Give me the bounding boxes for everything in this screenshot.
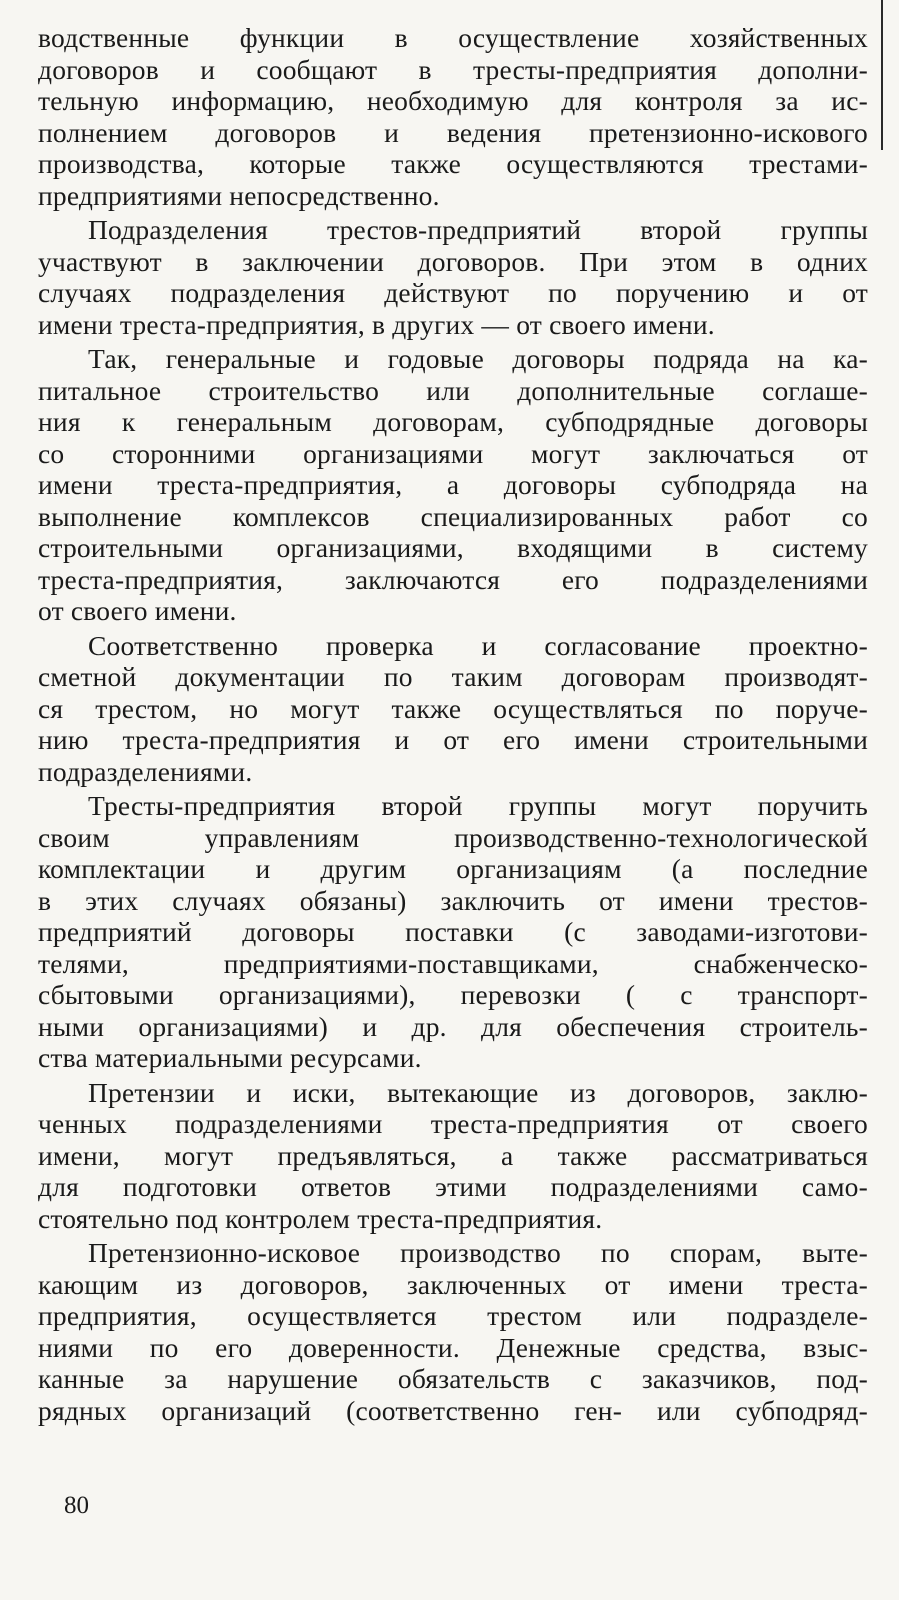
text-line: рядных организаций (соответственно ген- или субподряд- xyxy=(38,1394,868,1426)
text-line: Тресты-предприятия второй группы могут поручить xyxy=(88,790,868,821)
text-line: ными организациями) и др. для обеспечения строитель- xyxy=(38,1010,868,1042)
paragraph-2 xyxy=(38,214,868,340)
text-line: телями, предприятиями-поставщиками, снабженческо- xyxy=(38,947,868,979)
text-line: строительными организациями, входящими в систему xyxy=(38,532,868,563)
text-line: предприятия, осуществляется трестом или подразделе- xyxy=(38,1300,868,1331)
text-line: ченных подразделениями треста-предприятия от своего xyxy=(38,1108,868,1139)
text-line: ниями по его доверенности. Денежные средства, взыс- xyxy=(38,1331,868,1363)
text-line: кающим из договоров, заключенных от имени треста- xyxy=(38,1268,868,1300)
text-line: Претензионно-исковое производство по спорам, выте- xyxy=(88,1237,868,1268)
paragraph-3 xyxy=(38,343,868,627)
text-line: сметной документации по таким договорам производят- xyxy=(38,661,868,692)
text-line: сбытовыми организациями), перевозки ( с транспорт- xyxy=(38,979,868,1010)
paragraph-6 xyxy=(38,1077,868,1235)
text-line: нию треста-предприятия и от его имени строительными xyxy=(38,724,868,755)
text-line: предприятиями непосредственно. xyxy=(38,179,440,211)
text-line: ния к генеральным договорам, субподрядные договоры xyxy=(38,406,868,437)
text-line: Подразделения трестов-предприятий второй группы xyxy=(88,214,868,245)
text-line: выполнение комплексов специализированных работ со xyxy=(38,500,868,532)
paragraph-7 xyxy=(38,1237,868,1426)
text-line: случаях подразделения действуют по поручению и от xyxy=(38,277,868,308)
text-line: комплектации и другим организациям (а последние xyxy=(38,853,868,884)
page-edge-line xyxy=(881,0,883,150)
text-line: ся трестом, но могут также осуществляться по поруче- xyxy=(38,692,868,724)
text-line: водственные функции в осуществление хозяйственных xyxy=(38,22,868,53)
text-line: для подготовки ответов этими подразделениями само- xyxy=(38,1171,868,1202)
text-line: участвуют в заключении договоров. При этом в одних xyxy=(38,245,868,277)
text-line: Так, генеральные и годовые договоры подряда на ка- xyxy=(88,343,868,374)
text-line: полнением договоров и ведения претензионно-искового xyxy=(38,116,868,148)
text-line: Соответственно проверка и согласование проектно- xyxy=(88,629,868,661)
paragraph-1 xyxy=(38,22,868,211)
text-line: треста-предприятия, заключаются его подразделениями xyxy=(38,563,868,595)
text-line: имени, могут предъявляться, а также рассматриваться xyxy=(38,1139,868,1171)
text-body xyxy=(38,22,868,1429)
text-line: имени треста-предприятия, в других — от своего имени. xyxy=(38,308,715,340)
text-line: подразделениями. xyxy=(38,755,253,787)
paragraph-5 xyxy=(38,790,868,1074)
text-line: стоятельно под контролем треста-предприятия. xyxy=(38,1202,603,1234)
text-line: в этих случаях обязаны) заключить от имени трестов- xyxy=(38,884,868,916)
text-line: от своего имени. xyxy=(38,595,237,626)
text-line: производства, которые также осуществляются трестами- xyxy=(38,148,868,179)
page-number: 80 xyxy=(64,1492,89,1519)
text-line: имени треста-предприятия, а договоры субподряда на xyxy=(38,469,868,500)
text-line: своим управлениям производственно-технологической xyxy=(38,821,868,853)
text-line: канные за нарушение обязательств с заказчиков, под- xyxy=(38,1363,868,1394)
text-line: ства материальными ресурсами. xyxy=(38,1042,422,1073)
paragraph-4 xyxy=(38,630,868,788)
text-line: тельную информацию, необходимую для контроля за ис- xyxy=(38,85,868,116)
text-line: со сторонними организациями могут заключаться от xyxy=(38,437,868,469)
text-line: договоров и сообщают в тресты-предприятия дополни- xyxy=(38,53,868,85)
text-line: питальное строительство или дополнительные соглаше- xyxy=(38,374,868,406)
text-line: предприятий договоры поставки (с заводами-изготови- xyxy=(38,916,868,947)
text-line: Претензии и иски, вытекающие из договоров, заклю- xyxy=(88,1076,868,1108)
